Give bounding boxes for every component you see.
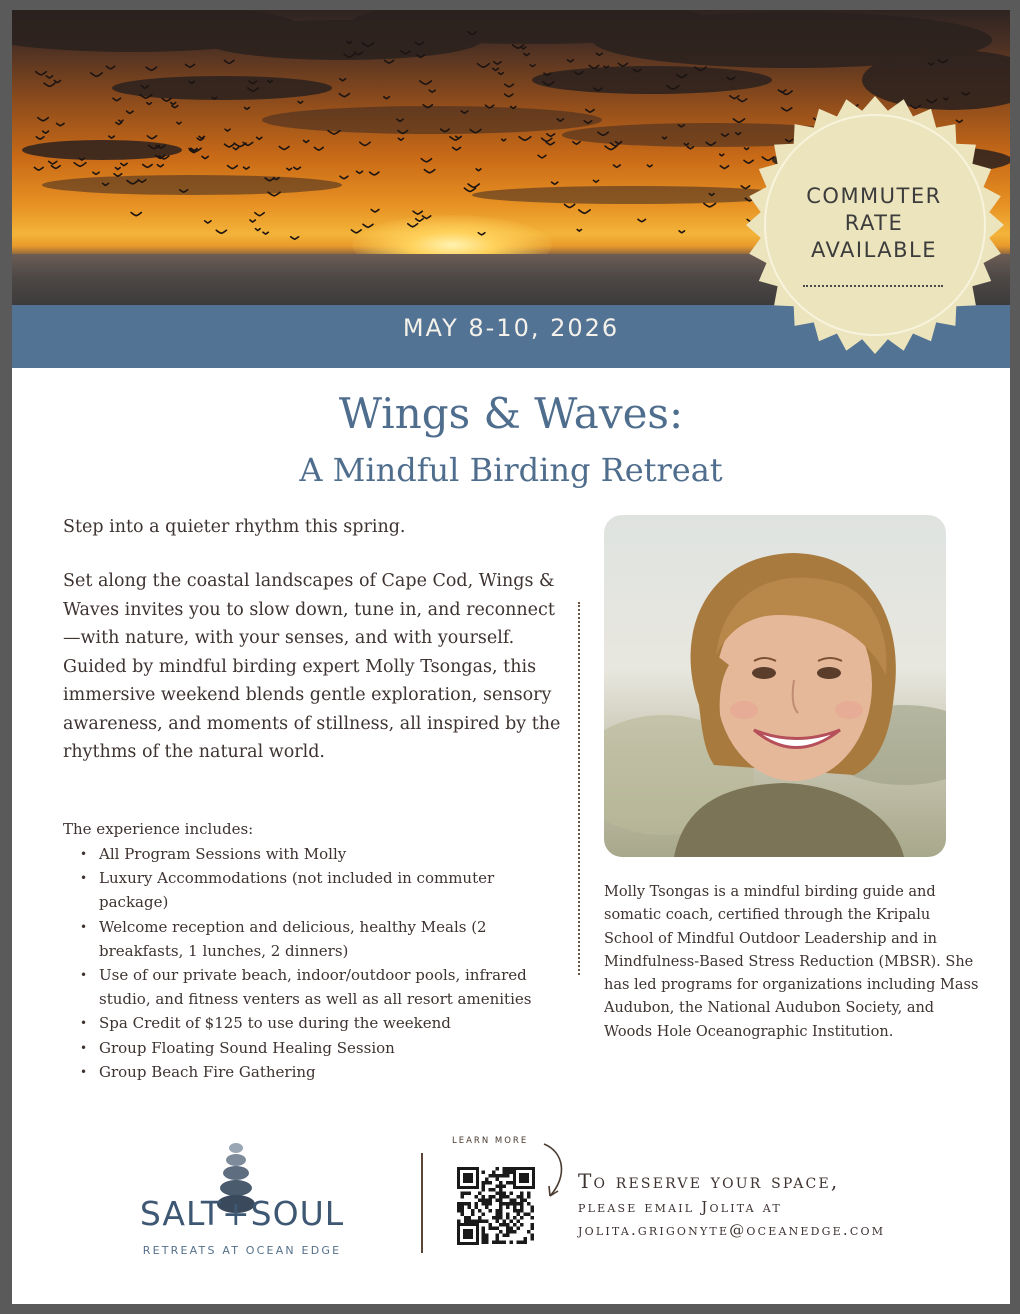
seal-dotted-rule: [803, 285, 943, 287]
list-item: • Spa Credit of $125 to use during the weekend: [63, 1011, 568, 1035]
portrait-illustration: [604, 515, 946, 857]
footer-divider: [421, 1153, 423, 1253]
seal-line-3: AVAILABLE: [810, 238, 938, 262]
seal-text: [778, 183, 970, 264]
list-item: • Group Floating Sound Healing Session: [63, 1036, 568, 1060]
dotted-divider: [578, 602, 580, 975]
curved-arrow-icon: [538, 1140, 578, 1204]
brand-tagline: RETREATS AT OCEAN EDGE: [142, 1244, 342, 1257]
learn-more-label: LEARN MORE: [452, 1136, 529, 1146]
list-item: • Luxury Accommodations (not included in commuter package): [63, 866, 568, 914]
list-item: • All Program Sessions with Molly: [63, 842, 568, 866]
flyer-page: [12, 10, 1010, 1304]
reserve-email-link[interactable]: jolita.grigonyte@oceanedge.com: [578, 1221, 886, 1239]
includes-list: [63, 842, 568, 1084]
list-item: • Group Beach Fire Gathering: [63, 1060, 568, 1084]
reserve-heading: To reserve your space,: [578, 1169, 840, 1193]
intro-paragraph: Set along the coastal landscapes of Cape Cod, Wings & Waves invites you to slow down, tune in, and reconnect—with nature, with your senses, and with yourself. Guided by mindful birding expert Molly Tsongas, this immersive weekend blends gentle exploration, sensory awareness, and moments of stillness, all inspired by the rhythms of the natural world.: [63, 571, 561, 762]
lead-paragraph: Step into a quieter rhythm this spring.: [63, 517, 406, 537]
seal-line-2: RATE: [844, 211, 904, 235]
page-subtitle: A Mindful Birding Retreat: [299, 451, 723, 489]
brand-name: SALT+SOUL: [139, 1194, 345, 1233]
reserve-instruction: please email Jolita at: [578, 1198, 782, 1216]
instructor-bio: Molly Tsongas is a mindful birding guide and somatic coach, certified through the Kripalu School of Mindful Outdoor Leadership and in Mindfulness-Based Stress Reduction (MBSR). She has led programs for organizations including Mass Audubon, the National Audubon Society, and Woods Hole Oceanographic Institution.: [604, 884, 979, 1040]
instructor-photo: [604, 515, 946, 857]
event-date: MAY 8-10, 2026: [402, 314, 620, 342]
qr-code-icon[interactable]: [457, 1167, 535, 1245]
list-item: • Use of our private beach, indoor/outdoor pools, infrared studio, and fitness venters as well as all resort amenities: [63, 963, 568, 1011]
page-title: Wings & Waves:: [338, 389, 684, 438]
seal-line-1: COMMUTER: [806, 184, 942, 208]
list-item: • Welcome reception and delicious, healthy Meals (2 breakfasts, 1 lunches, 2 dinners): [63, 915, 568, 963]
includes-heading: The experience includes:: [63, 820, 254, 838]
